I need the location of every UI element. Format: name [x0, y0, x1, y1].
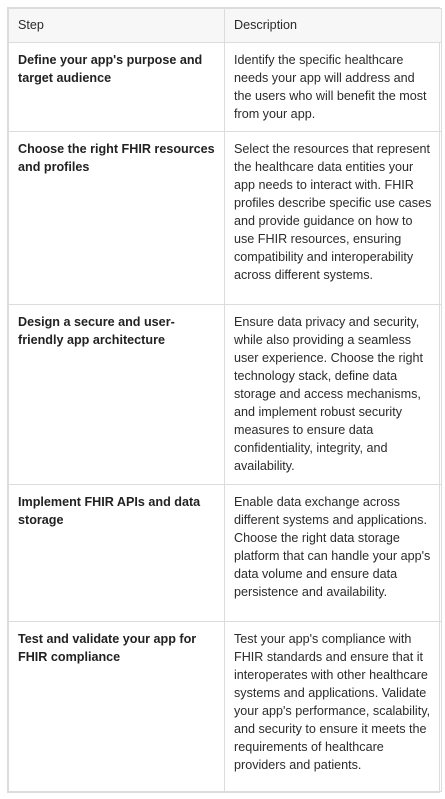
- table-row: [9, 305, 442, 485]
- step-cell: Choose the right FHIR resources and profiles: [9, 132, 225, 305]
- description-cell: Test your app's compliance with FHIR standards and ensure that it interoperates with other healthcare systems and applications. Validate your app's performance, scalability, and security to ensure it meets the requirements of healthcare providers and patients.: [225, 622, 442, 792]
- step-cell: Design a secure and user-friendly app architecture: [9, 305, 225, 485]
- table-row: [9, 43, 442, 132]
- table-row: [9, 485, 442, 622]
- steps-table: [8, 8, 442, 792]
- header-step: Step: [9, 9, 225, 43]
- step-cell: Test and validate your app for FHIR compliance: [9, 622, 225, 792]
- table-header-row: [9, 9, 442, 43]
- table-row: [9, 622, 442, 792]
- description-cell: Ensure data privacy and security, while also providing a seamless user experience. Choose the right technology stack, define data storage and access mechanisms, and implement robust security measures to ensure data confidentiality, integrity, and availability.: [225, 305, 442, 485]
- description-cell: Select the resources that represent the healthcare data entities your app needs to interact with. FHIR profiles describe specific use cases and provide guidance on how to use FHIR resources, ensuring compatibility and interoperability across different systems.: [225, 132, 442, 305]
- table-row: [9, 132, 442, 305]
- step-cell: Implement FHIR APIs and data storage: [9, 485, 225, 622]
- description-cell: Enable data exchange across different systems and applications. Choose the right data storage platform that can handle your app's data volume and ensure data persistence and availability.: [225, 485, 442, 622]
- step-cell: Define your app's purpose and target audience: [9, 43, 225, 132]
- header-description: Description: [225, 9, 442, 43]
- steps-table-container: [7, 7, 440, 793]
- description-cell: Identify the specific healthcare needs your app will address and the users who will benefit the most from your app.: [225, 43, 442, 132]
